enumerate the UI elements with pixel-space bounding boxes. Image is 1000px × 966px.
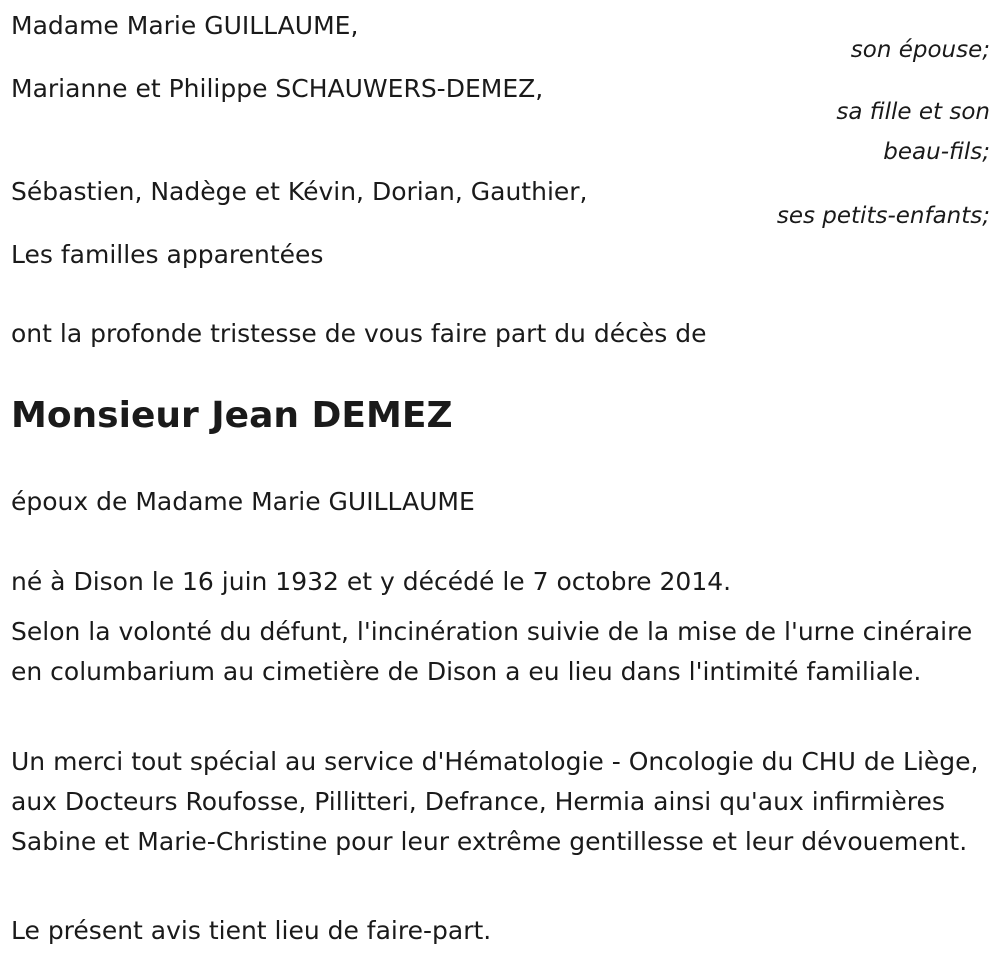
- thanks-paragraph: Un merci tout spécial au service d'Hématologie - Oncologie du CHU de Liège, aux Docteurs Roufosse, Pillitteri, Defrance, Hermia ainsi qu'aux infirmières Sabine et Marie-Christine pour leur extrême gentillesse et leur dévouement.: [11, 747, 979, 856]
- notice-line: Le présent avis tient lieu de faire-part.: [11, 916, 492, 945]
- family-name-relatives: Les familles apparentées: [11, 240, 324, 269]
- family-name-spouse: Madame Marie GUILLAUME,: [11, 11, 359, 40]
- family-relation-grandchildren: ses petits-enfants;: [776, 203, 990, 229]
- family-name-daughter: Marianne et Philippe SCHAUWERS-DEMEZ,: [11, 74, 544, 103]
- announcement-text: ont la profonde tristesse de vous faire part du décès de: [11, 319, 707, 348]
- family-relation-daughter-line2: beau-fils;: [883, 139, 990, 165]
- family-relation-daughter-line1: sa fille et son: [836, 99, 990, 125]
- spouse-line: époux de Madame Marie GUILLAUME: [11, 487, 475, 516]
- family-name-grandchildren: Sébastien, Nadège et Kévin, Dorian, Gauthier,: [11, 177, 588, 206]
- birth-death-line: né à Dison le 16 juin 1932 et y décédé le 7 octobre 2014.: [11, 567, 732, 596]
- family-relation-spouse: son épouse;: [850, 37, 990, 63]
- deceased-name: Monsieur Jean DEMEZ: [11, 395, 453, 436]
- cremation-paragraph: Selon la volonté du défunt, l'incinération suivie de la mise de l'urne cinéraire en columbarium au cimetière de Dison a eu lieu dans l'intimité familiale.: [11, 617, 973, 686]
